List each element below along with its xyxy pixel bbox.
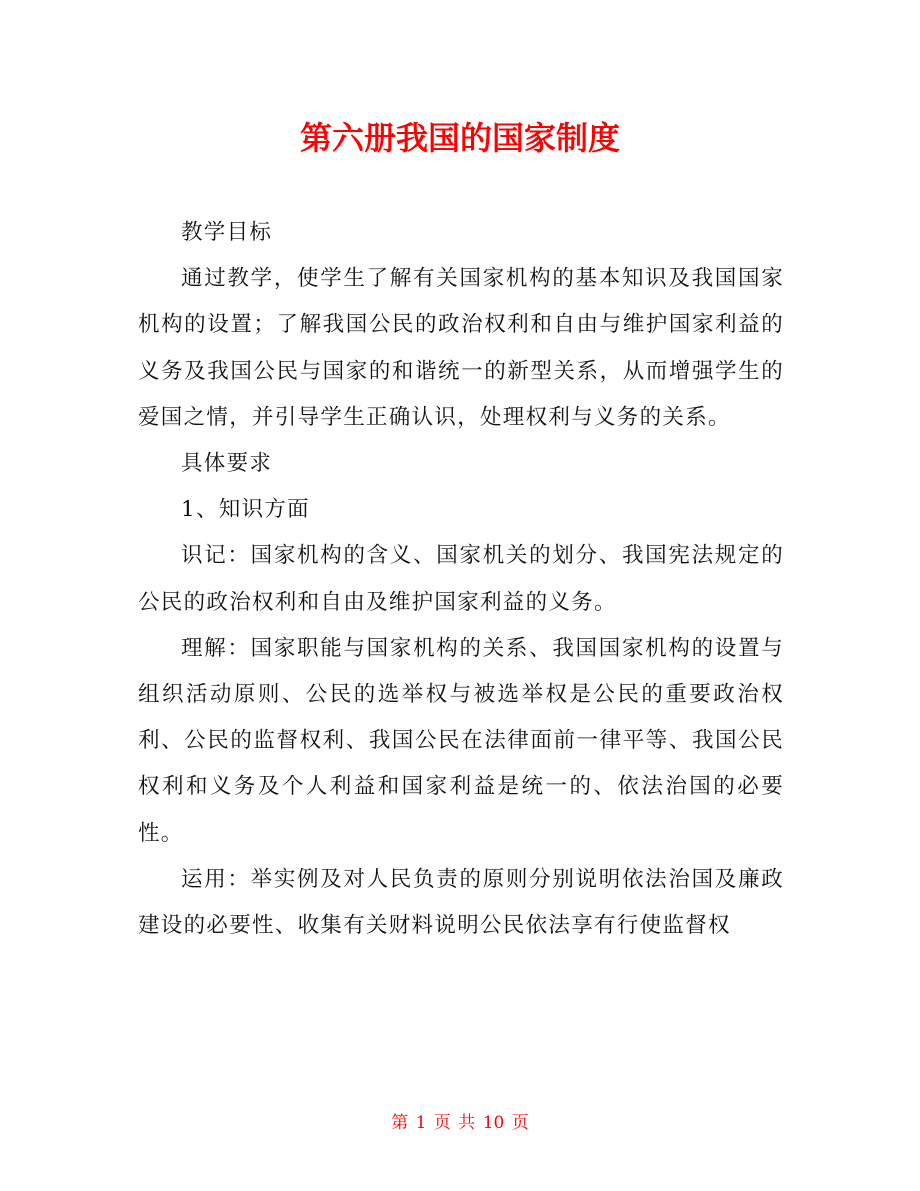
- document-body: [138, 210, 784, 949]
- paragraph-teaching-goals-heading: 教学目标: [181, 220, 273, 245]
- paragraph-knowledge-heading: 1、知识方面: [181, 497, 310, 523]
- paragraph-understand: 理解：国家职能与国家机构的关系、我国国家机构的设置与组织活动原则、公民的选举权与被选举权是公民的重要政治权利、公民的监督权利、我国公民在法律面前一律平等、我国公民权利和义务及个人利益和国家利益是统一的、依法治国的必要性。: [138, 635, 784, 846]
- page-number-footer: 第 1 页 共 10 页: [391, 1113, 529, 1133]
- document-title: 第六册我国的国家制度: [299, 119, 620, 157]
- paragraph-apply: 运用：举实例及对人民负责的原则分别说明依法治国及廉政建设的必要性、收集有关财料说明公民依法享有行使监督权: [138, 866, 784, 939]
- paragraph-teaching-goals: 通过教学，使学生了解有关国家机构的基本知识及我国国家机构的设置；了解我国公民的政治权利和自由与维护国家利益的义务及我国公民与国家的和谐统一的新型关系，从而增强学生的爱国之情，并引导学生正确认识，处理权利与义务的关系。: [138, 266, 784, 430]
- paragraph-memorize: 识记：国家机构的含义、国家机关的划分、我国宪法规定的公民的政治权利和自由及维护国家利益的义务。: [138, 543, 784, 615]
- paragraph-requirements-heading: 具体要求: [181, 451, 273, 477]
